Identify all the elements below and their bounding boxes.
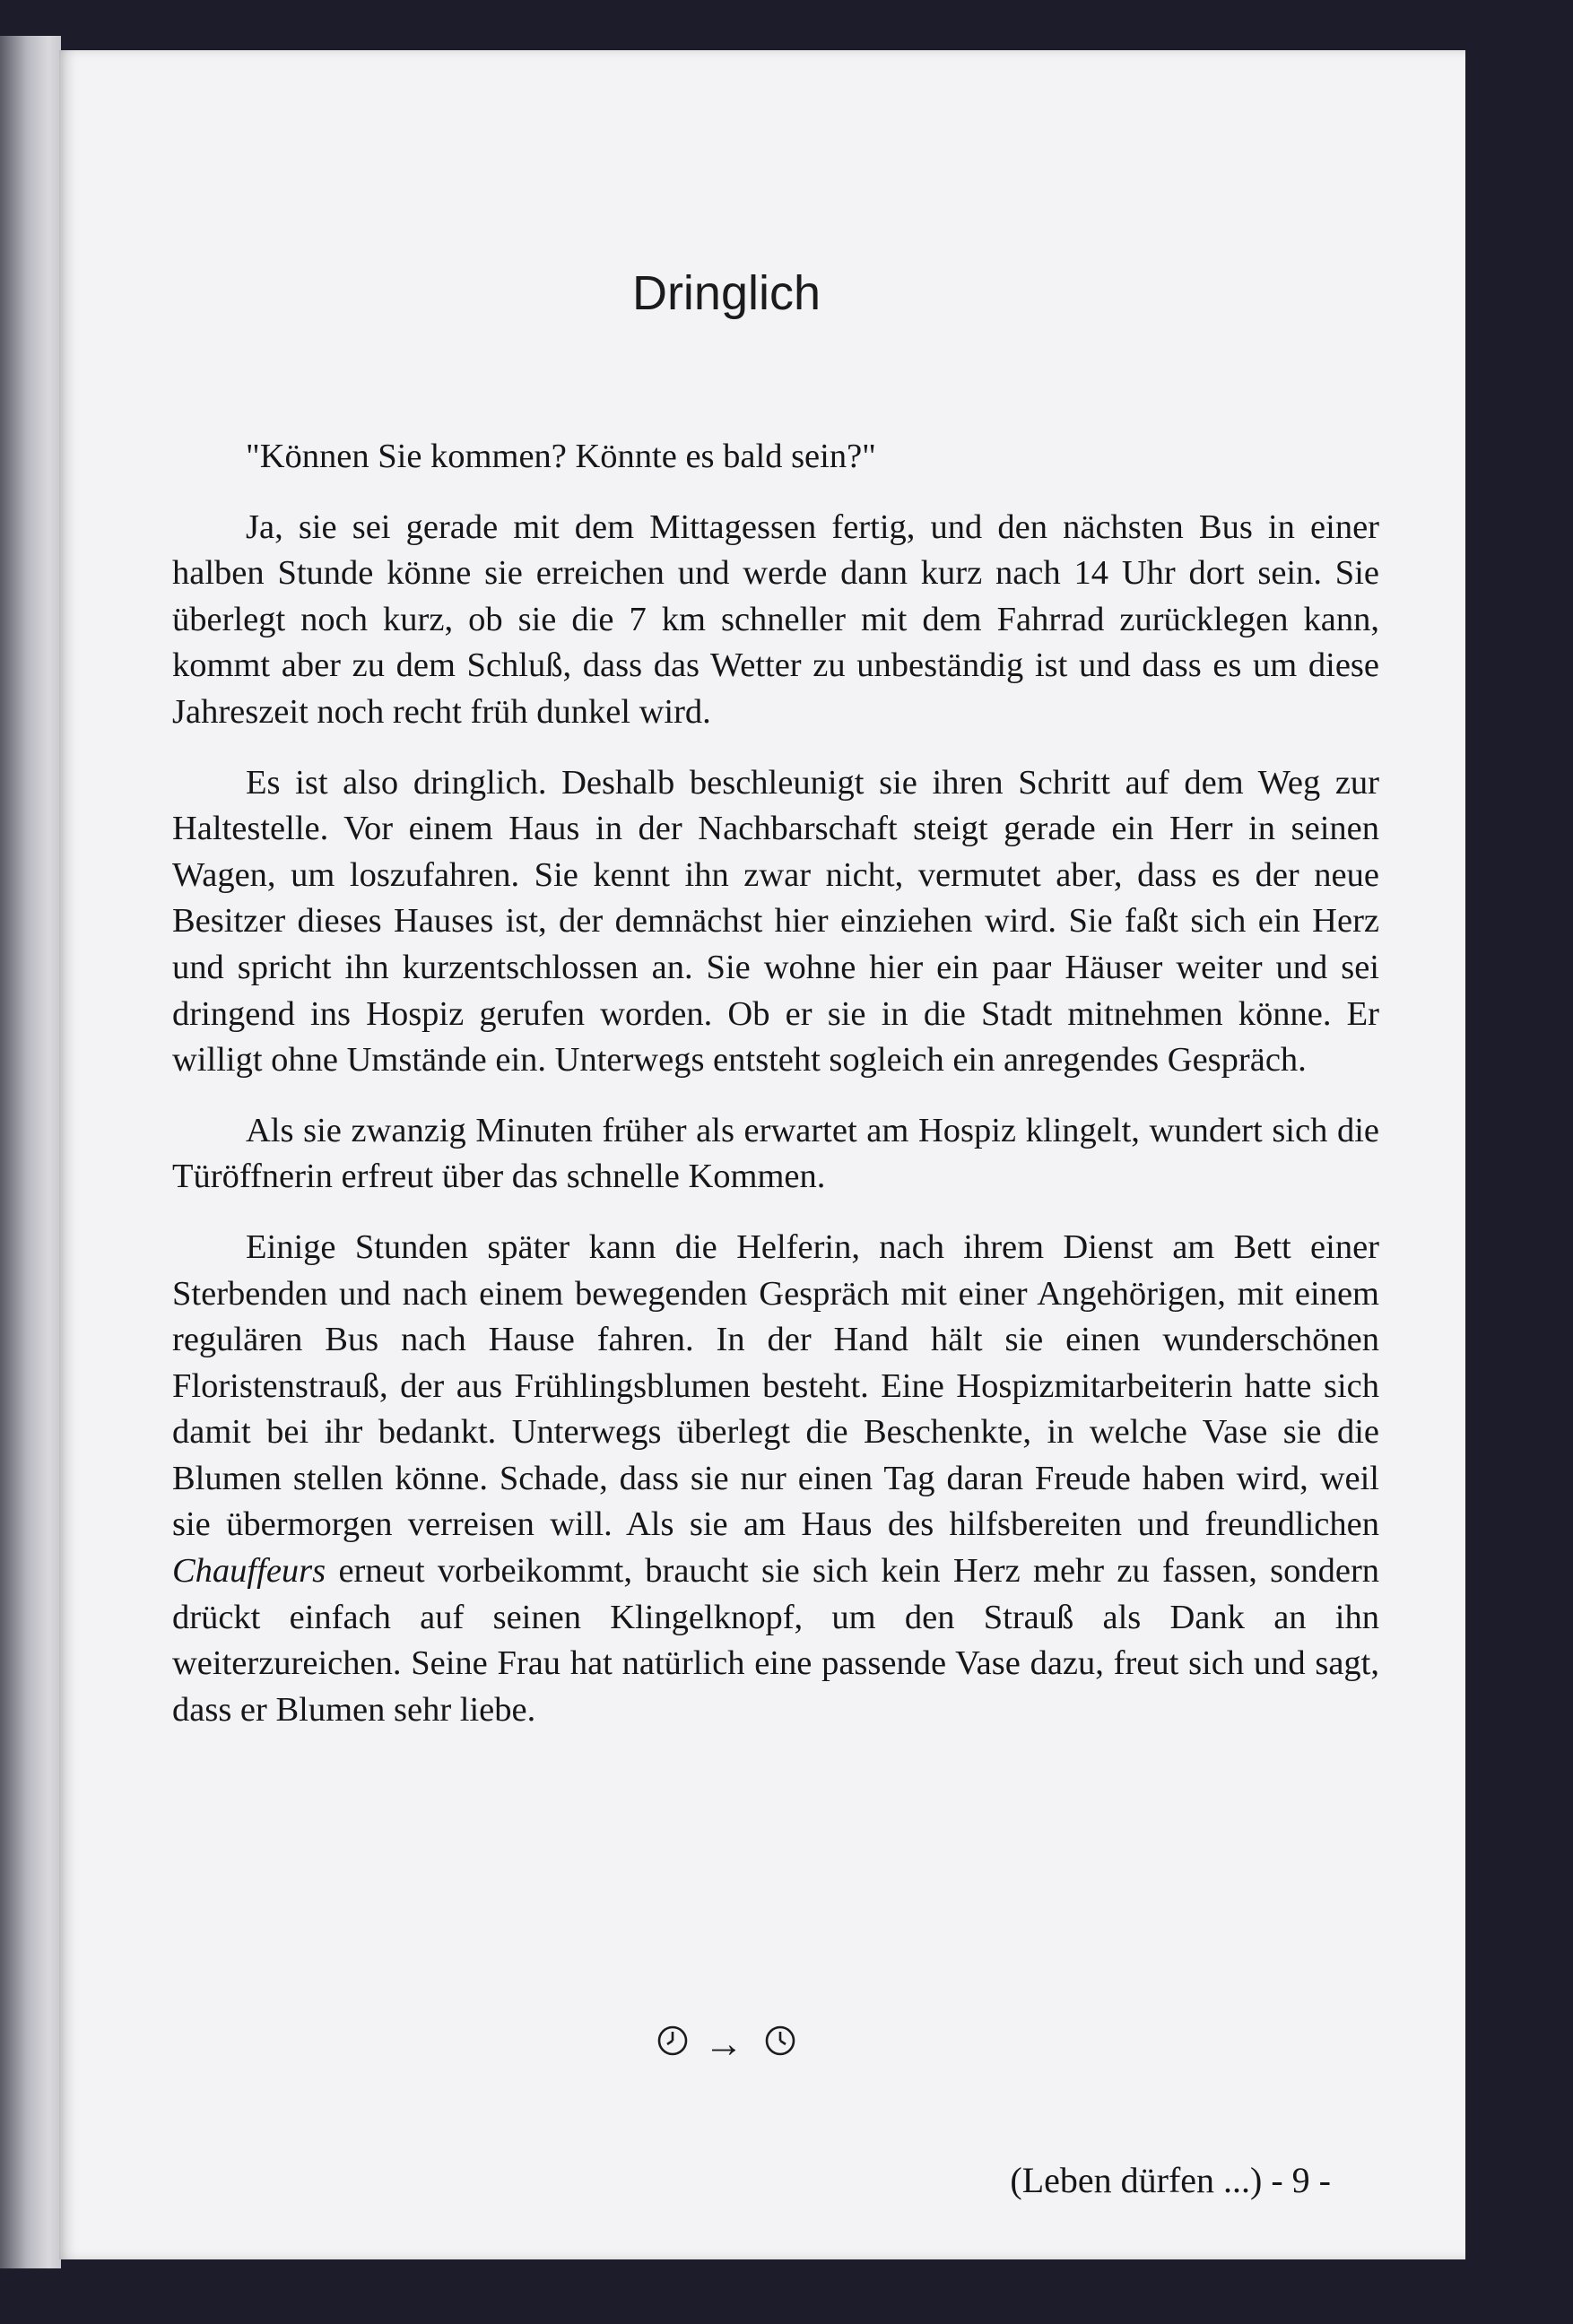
arrow-right-icon: → xyxy=(704,2022,749,2066)
clock-icon xyxy=(764,2021,796,2067)
body-text xyxy=(172,434,1379,1757)
book-page xyxy=(59,50,1465,2259)
page-title: Dringlich xyxy=(631,266,821,320)
paragraph-1: "Können Sie kommen? Könnte es bald sein?" xyxy=(246,438,876,475)
paragraph-5 xyxy=(172,1225,1379,1734)
paragraph-4: Als sie zwanzig Minuten früher als erwartet am Hospiz klingelt, wundert sich die Türöffnerin erfreut über das schnelle Kommen. xyxy=(172,1111,1379,1196)
paragraph-3: Es ist also dringlich. Deshalb beschleunigt sie ihren Schritt auf dem Weg zur Haltestelle. Vor einem Haus in der Nachbarschaft steigt gerade ein Herr in seinen Wagen, um loszufahren. Sie kennt ihn zwar nicht, vermutet aber, dass es der neue Besitzer dieses Hauses ist, der demnächst hier einziehen wird. Sie faßt sich ein Herz und spricht ihn kurzentschlossen an. Sie wohne hier ein paar Häuser weiter und sei dringend ins Hospiz gerufen worden. Ob er sie in die Stadt mitnehmen könne. Er willigt ohne Umstände ein. Unterwegs entsteht sogleich ein anregendes Gespräch. xyxy=(172,763,1379,1080)
paragraph-5-end: erneut vorbeikommt, braucht sie sich kein Herz mehr zu fassen, sondern drückt einfach auf seinen Klingelknopf, um den Strauß als Dank an ihn weiterzureichen. Seine Frau hat natürlich eine passende Vase dazu, freut sich und sagt, dass er Blumen sehr liebe. xyxy=(172,1552,1380,1729)
page-footer: (Leben dürfen ...) - 9 - xyxy=(1010,2160,1331,2200)
section-separator xyxy=(59,2021,1394,2067)
paragraph-2: Ja, sie sei gerade mit dem Mittagessen fertig, und den nächsten Bus in einer halben Stunde könne sie erreichen und werde dann kurz nach 14 Uhr dort sein. Sie überlegt noch kurz, ob sie die 7 km schneller mit dem Fahrrad zurücklegen kann, kommt aber zu dem Schluß, dass das Wetter zu unbeständig ist und dass es um diese Jahreszeit noch recht früh dunkel wird. xyxy=(172,507,1379,731)
italic-word: Chauffeurs xyxy=(172,1552,326,1591)
clock-icon xyxy=(656,2021,689,2067)
book-spine-edge xyxy=(0,36,61,2268)
paragraph-5-start: Einige Stunden später kann die Helferin, nach ihrem Dienst am Bett einer Sterbenden und nach einem bewegenden Gespräch mit einer Angehörigen, mit einem regulären Bus nach Hause fahren. In der Hand hält sie einen wunderschönen Floristenstrauß, der aus Frühlingsblumen besteht. Eine Hospizmitarbeiterin hatte sich damit bei ihr bedankt. Unterwegs überlegt die Beschenkte, in welche Vase sie die Blumen stellen könne. Schade, dass sie nur einen Tag daran Freude haben wird, weil sie übermorgen verreisen will. Als sie am Haus des hilfsbereiten und freundlichen xyxy=(172,1227,1379,1544)
